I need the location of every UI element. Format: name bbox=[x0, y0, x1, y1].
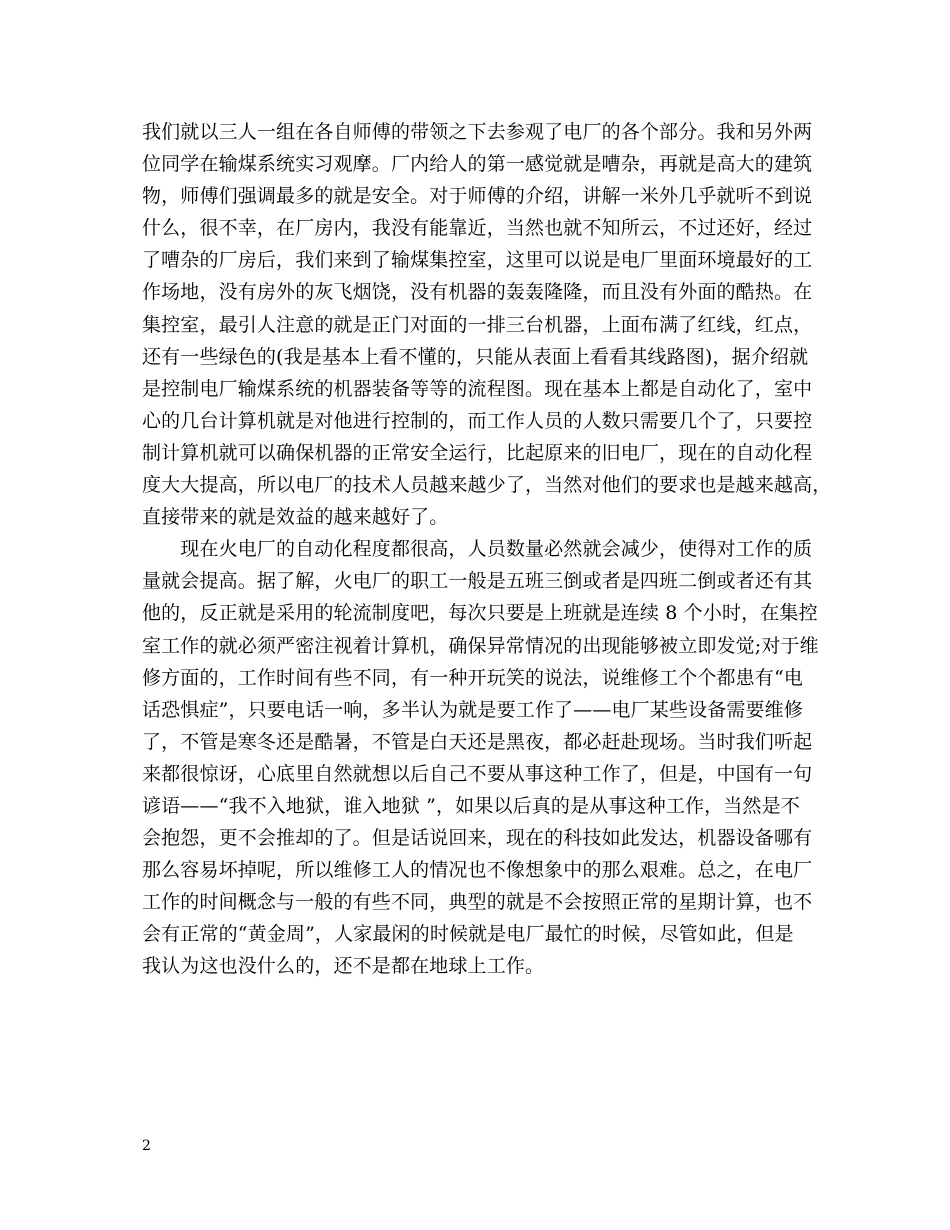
text-line: 会抱怨，更不会推却的了。但是话说回来，现在的科技如此发达，机器设备哪有 bbox=[142, 827, 813, 850]
text-line: 位同学在输煤系统实习观摩。厂内给人的第一感觉就是嘈杂，再就是高大的建筑 bbox=[142, 153, 813, 176]
text-line: 他的，反正就是采用的轮流制度吧，每次只要是上班就是连续 8 个小时，在集控 bbox=[142, 602, 818, 625]
text-line: 工作的时间概念与一般的有些不同，典型的就是不会按照正常的星期计算，也不 bbox=[142, 891, 813, 914]
text-line: 是控制电厂输煤系统的机器装备等等的流程图。现在基本上都是自动化了，室中 bbox=[142, 377, 813, 400]
body-text bbox=[142, 116, 832, 983]
text-line: 制计算机就可以确保机器的正常安全运行，比起原来的旧电厂，现在的自动化程 bbox=[142, 441, 813, 464]
text-line: 还有一些绿色的(我是基本上看不懂的，只能从表面上看看其线路图)，据介绍就 bbox=[142, 345, 809, 368]
text-line: 量就会提高。据了解，火电厂的职工一般是五班三倒或者是四班二倒或者还有其 bbox=[142, 570, 813, 593]
text-line: 直接带来的就是效益的越来越好了。 bbox=[142, 506, 449, 529]
text-line: 什么，很不幸，在厂房内，我没有能靠近，当然也就不知所云，不过还好，经过 bbox=[142, 217, 813, 240]
text-line: 那么容易坏掉呢，所以维修工人的情况也不像想象中的那么艰难。总之，在电厂 bbox=[142, 859, 813, 882]
text-line: 现在火电厂的自动化程度都很高，人员数量必然就会减少，使得对工作的质 bbox=[142, 538, 813, 561]
text-line: 了，不管是寒冬还是酷暑，不管是白天还是黑夜，都必赶赴现场。当时我们听起 bbox=[142, 730, 813, 753]
text-line: 来都很惊讶，心底里自然就想以后自己不要从事这种工作了，但是，中国有一句 bbox=[142, 762, 813, 785]
text-line: 作场地，没有房外的灰飞烟饶，没有机器的轰轰隆隆，而且没有外面的酷热。在 bbox=[142, 281, 813, 304]
text-line: 话恐惧症”，只要电话一响，多半认为就是要工作了——电厂某些设备需要维修 bbox=[142, 698, 803, 721]
text-line: 我们就以三人一组在各自师傅的带领之下去参观了电厂的各个部分。我和另外两 bbox=[142, 121, 813, 143]
text-line: 修方面的，工作时间有些不同，有一种开玩笑的说法，说维修工个个都患有“电 bbox=[142, 666, 803, 689]
text-line: 谚语——“我不入地狱，谁入地狱 ”，如果以后真的是从事这种工作，当然是不 bbox=[142, 794, 800, 817]
text-line: 我认为这也没什么的，还不是都在地球上工作。 bbox=[142, 955, 545, 978]
text-line: 度大大提高，所以电厂的技术人员越来越少了，当然对他们的要求也是越来越高， bbox=[142, 474, 832, 497]
text-line: 心的几台计算机就是对他进行控制的，而工作人员的人数只需要几个了，只要控 bbox=[142, 409, 813, 432]
text-line: 了嘈杂的厂房后，我们来到了输煤集控室，这里可以说是电厂里面环境最好的工 bbox=[142, 249, 813, 272]
text-line: 会有正常的“黄金周”，人家最闲的时候就是电厂最忙的时候，尽管如此，但是 bbox=[142, 923, 794, 946]
text-line: 集控室，最引人注意的就是正门对面的一排三台机器，上面布满了红线，红点， bbox=[142, 313, 813, 336]
text-line: 物，师傅们强调最多的就是安全。对于师傅的介绍，讲解一米外几乎就听不到说 bbox=[142, 185, 813, 208]
page-number: 2 bbox=[142, 1138, 151, 1154]
text-line: 室工作的就必须严密注视着计算机，确保异常情况的出现能够被立即发觉;对于维 bbox=[142, 634, 819, 657]
